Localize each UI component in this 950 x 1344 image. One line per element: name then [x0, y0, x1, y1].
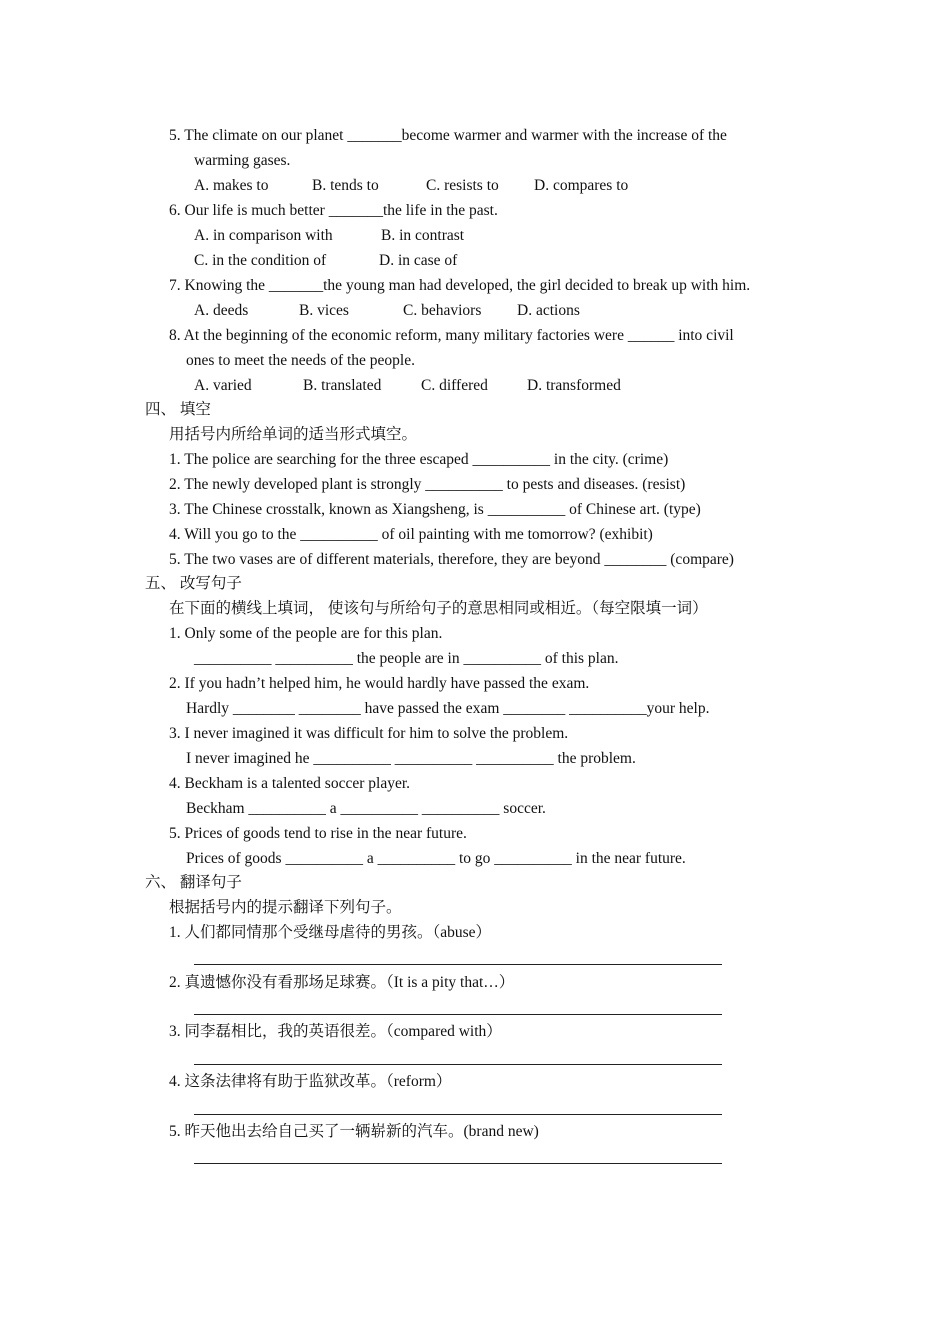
section4-item-4: 4. Will you go to the __________ of oil painting with me tomorrow? (exhibit) [169, 526, 653, 543]
q8-stem-line2: ones to meet the needs of the people. [186, 352, 415, 369]
q5-option-c: C. resists to [426, 177, 499, 194]
section6-item-2: 2. 真遗憾你没有看那场足球赛。（It is a pity that…） [169, 974, 515, 991]
section4-item-1: 1. The police are searching for the three escaped __________ in the city. (crime) [169, 451, 669, 468]
q5-option-b: B. tends to [312, 177, 379, 194]
section5-item-4-original: 4. Beckham is a talented soccer player. [169, 775, 411, 792]
q5-option-a: A. makes to [194, 177, 269, 194]
q5-stem-line2: warming gases. [194, 152, 291, 169]
section5-item-3-rewrite: I never imagined he __________ __________ __________ the problem. [186, 750, 636, 767]
q8-option-c: C. differed [421, 377, 488, 394]
q6-option-b: B. in contrast [381, 227, 465, 244]
section6-answer-line-2[interactable] [194, 1014, 722, 1015]
section4-item-5: 5. The two vases are of different materials, therefore, they are beyond ________ (compare) [169, 551, 734, 568]
section6-answer-line-3[interactable] [194, 1064, 722, 1065]
section6-item-5: 5. 昨天他出去给自己买了一辆崭新的汽车。(brand new) [169, 1123, 539, 1140]
q7-stem: 7. Knowing the _______the young man had developed, the girl decided to break up with him. [169, 277, 751, 294]
q7-option-c: C. behaviors [403, 302, 482, 319]
q6-option-c: C. in the condition of [194, 252, 327, 269]
section6-answer-line-5[interactable] [194, 1163, 722, 1164]
section5-item-1-rewrite: __________ __________ the people are in __________ of this plan. [194, 650, 619, 667]
section6-heading: 六、 翻译句子 [145, 874, 242, 891]
q7-option-b: B. vices [299, 302, 349, 319]
section6-item-4: 4. 这条法律将有助于监狱改革。（reform） [169, 1073, 452, 1090]
section6-answer-line-1[interactable] [194, 964, 722, 965]
section5-item-5-original: 5. Prices of goods tend to rise in the near future. [169, 825, 467, 842]
q7-option-a: A. deeds [194, 302, 249, 319]
section4-item-2: 2. The newly developed plant is strongly __________ to pests and diseases. (resist) [169, 476, 686, 493]
q8-stem-line1: 8. At the beginning of the economic reform, many military factories were ______ into civil [169, 327, 734, 344]
q8-option-b: B. translated [303, 377, 382, 394]
section4-heading: 四、 填空 [145, 401, 211, 418]
q6-option-d: D. in case of [379, 252, 458, 269]
q5-option-d: D. compares to [534, 177, 629, 194]
section5-item-1-original: 1. Only some of the people are for this plan. [169, 625, 443, 642]
section5-instruction: 在下面的横线上填词， 使该句与所给句子的意思相同或相近。（每空限填一词） [169, 600, 708, 617]
section5-item-3-original: 3. I never imagined it was difficult for him to solve the problem. [169, 725, 569, 742]
section5-heading: 五、 改写句子 [145, 575, 242, 592]
section6-item-3: 3. 同李磊相比，我的英语很差。（compared with） [169, 1023, 502, 1040]
q7-option-d: D. actions [517, 302, 580, 319]
q8-option-d: D. transformed [527, 377, 621, 394]
q6-stem: 6. Our life is much better _______the life in the past. [169, 202, 498, 219]
section5-item-2-rewrite: Hardly ________ ________ have passed the exam ________ __________your help. [186, 700, 710, 717]
section4-item-3: 3. The Chinese crosstalk, known as Xiangsheng, is __________ of Chinese art. (type) [169, 501, 701, 518]
q8-option-a: A. varied [194, 377, 252, 394]
section6-item-1: 1. 人们都同情那个受继母虐待的男孩。（abuse） [169, 924, 492, 941]
q5-stem-line1: 5. The climate on our planet _______become warmer and warmer with the increase of the [169, 127, 727, 144]
section5-item-4-rewrite: Beckham __________ a __________ __________ soccer. [186, 800, 546, 817]
section6-answer-line-4[interactable] [194, 1114, 722, 1115]
section6-instruction: 根据括号内的提示翻译下列句子。 [169, 899, 402, 916]
section5-item-2-original: 2. If you hadn’t helped him, he would hardly have passed the exam. [169, 675, 590, 692]
section5-item-5-rewrite: Prices of goods __________ a __________ to go __________ in the near future. [186, 850, 686, 867]
section4-instruction: 用括号内所给单词的适当形式填空。 [169, 426, 418, 443]
q6-option-a: A. in comparison with [194, 227, 333, 244]
